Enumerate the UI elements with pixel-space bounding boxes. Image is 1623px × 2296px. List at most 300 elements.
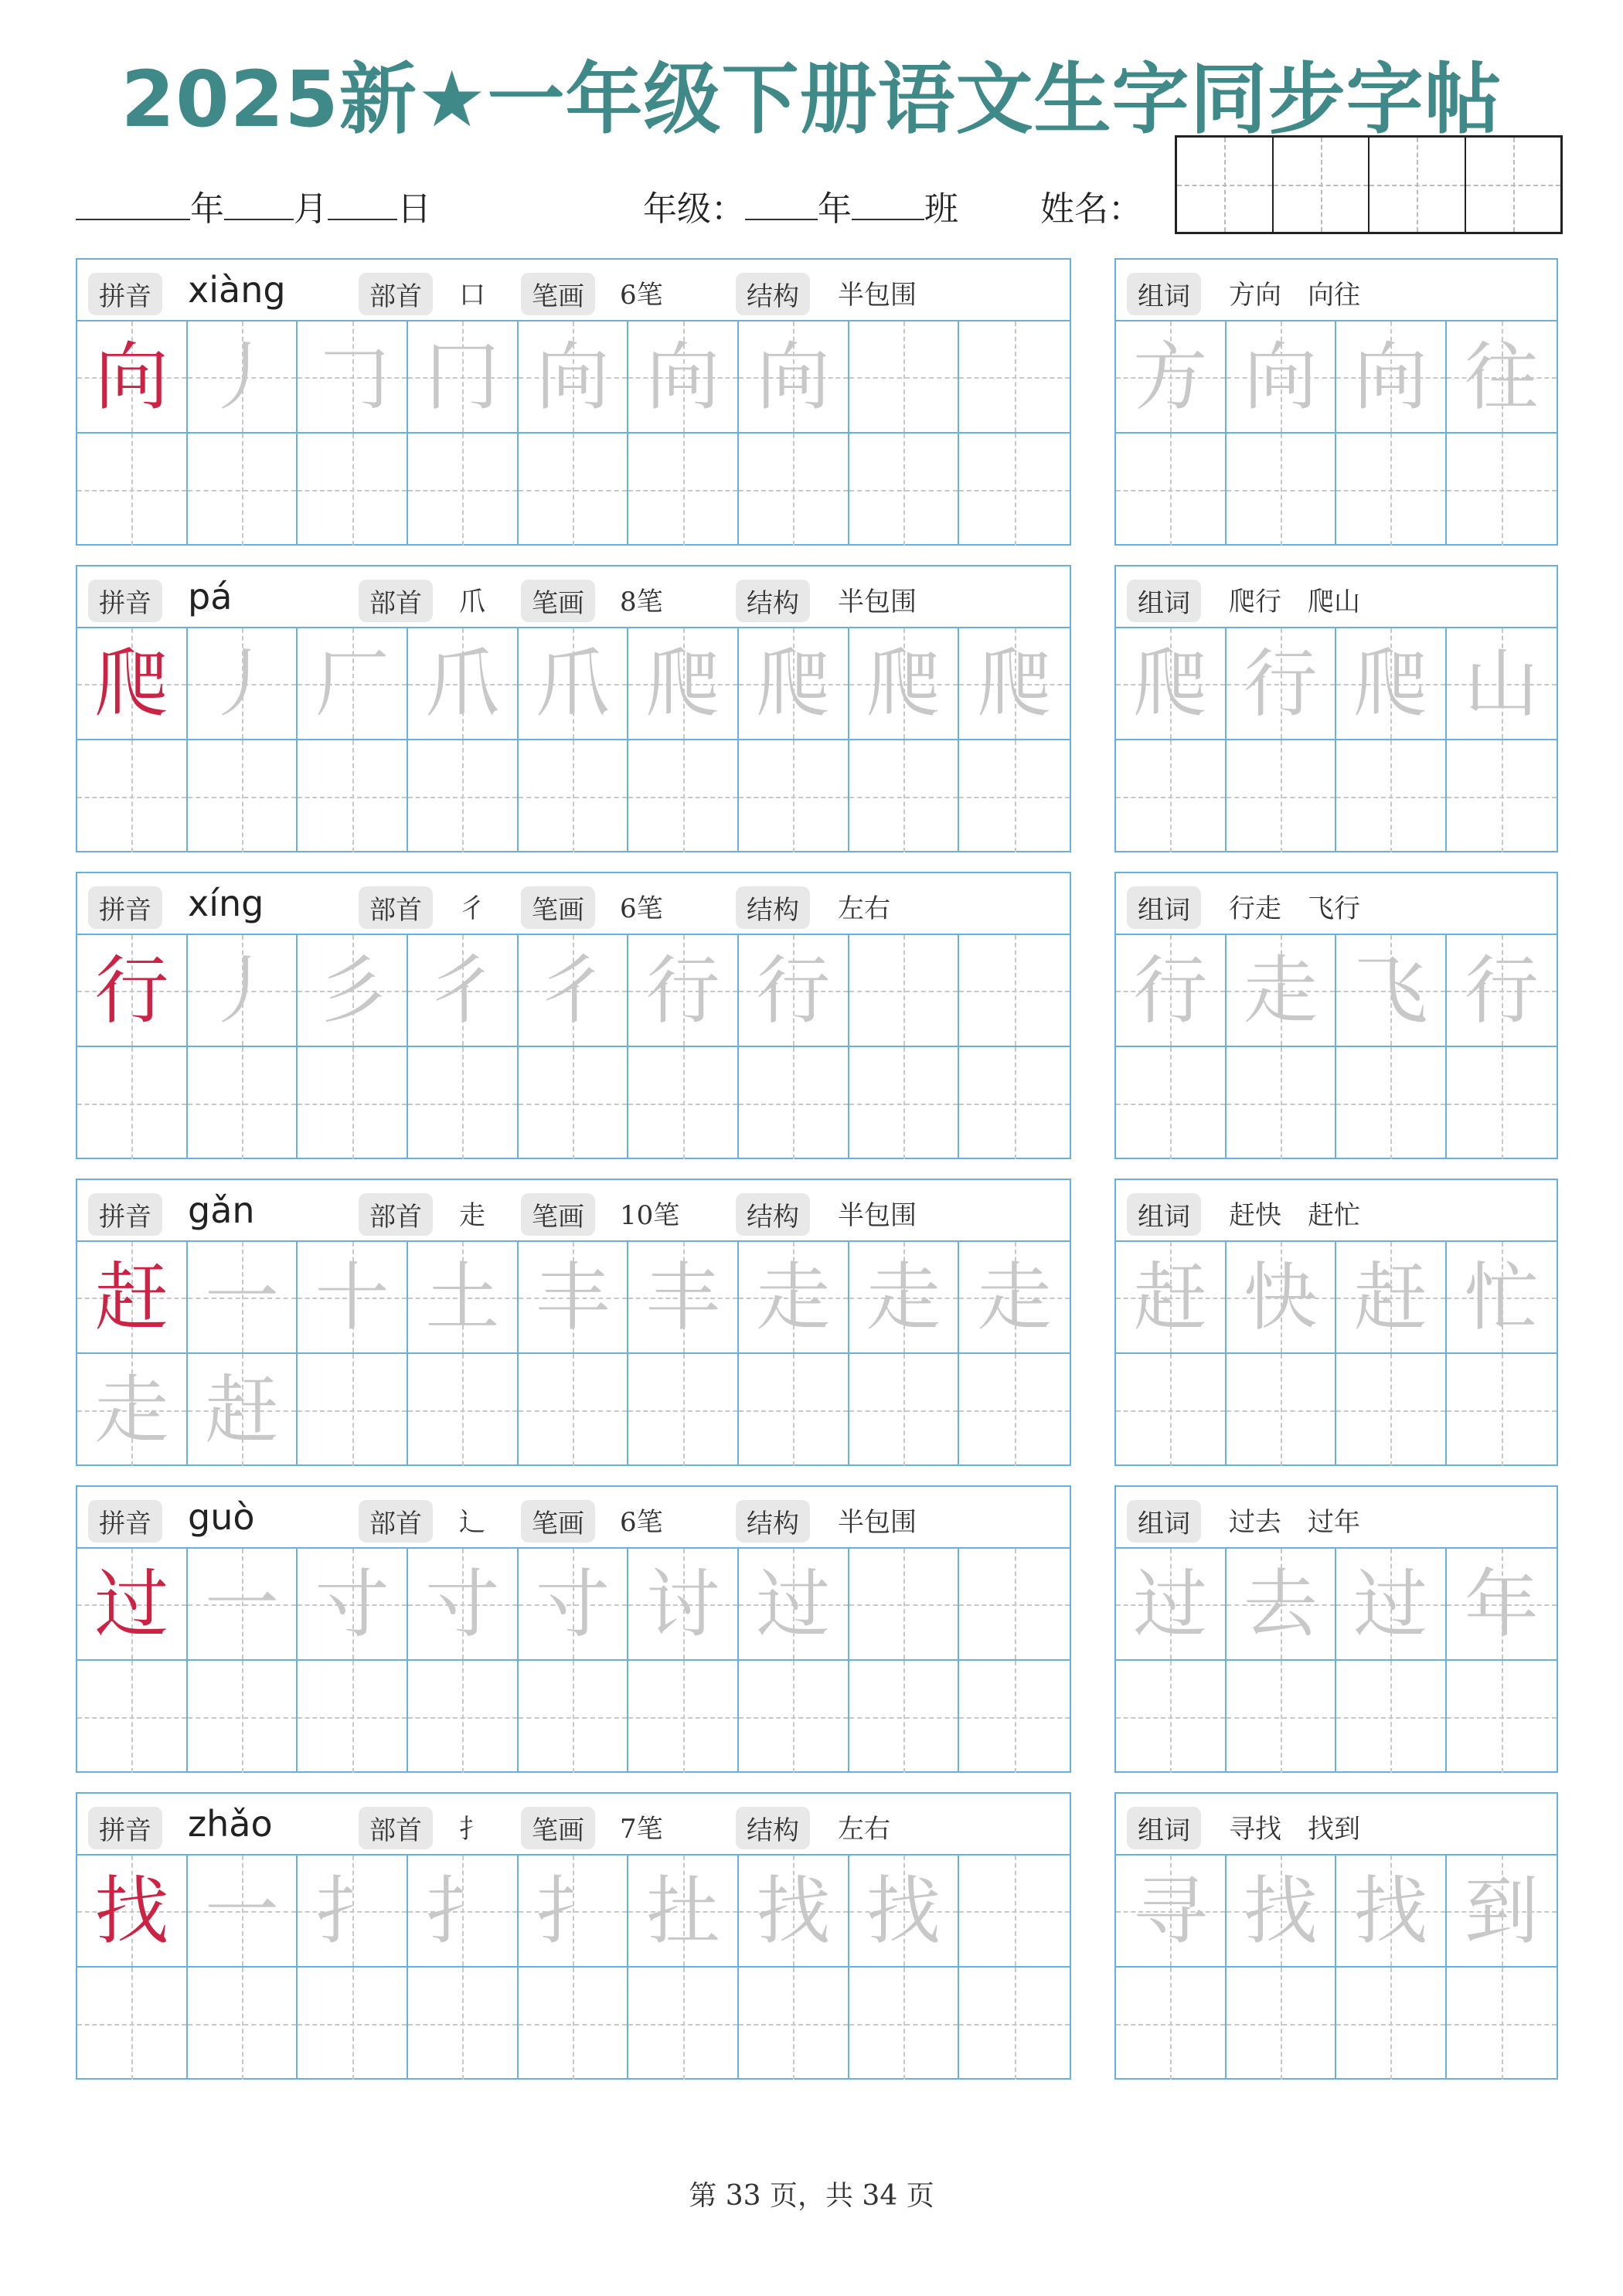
char-block: [0, 1792, 1623, 2080]
practice-cell[interactable]: [408, 321, 519, 434]
word-trace-char: 爬: [1353, 640, 1428, 727]
words-tag: 组词: [1127, 1500, 1201, 1543]
practice-cell[interactable]: [628, 628, 739, 740]
trace-stroke-char: 走: [94, 1366, 169, 1454]
structure-tag: 结构: [736, 1807, 810, 1849]
page-footer: 第 33 页，共 34 页: [689, 2180, 934, 2212]
word-trace-char: 忙: [1464, 1253, 1539, 1341]
structure-value: 左右: [838, 1814, 890, 1845]
practice-grid: [77, 1549, 1070, 1773]
practice-cell[interactable]: [628, 434, 739, 546]
practice-cell[interactable]: [739, 740, 849, 852]
structure-tag: 结构: [736, 273, 810, 315]
practice-cell[interactable]: [298, 1242, 408, 1354]
trace-stroke-char: 找: [866, 1867, 941, 1954]
word-trace-char: 去: [1243, 1560, 1318, 1648]
strokes-value: 6笔: [620, 1507, 663, 1538]
structure-tag: 结构: [736, 1500, 810, 1543]
trace-stroke-char: 赶: [204, 1366, 279, 1454]
practice-cell[interactable]: [739, 628, 849, 740]
char-info-bar: [77, 873, 1070, 935]
practice-cell[interactable]: [959, 628, 1070, 740]
word-cell[interactable]: [1116, 1047, 1227, 1159]
practice-cell[interactable]: [739, 1549, 849, 1661]
practice-cell[interactable]: [519, 740, 629, 852]
word-trace-char: 到: [1464, 1867, 1539, 1954]
word-cell[interactable]: [1227, 628, 1337, 740]
practice-cell[interactable]: [298, 1661, 408, 1773]
practice-cell[interactable]: [739, 434, 849, 546]
word-cell[interactable]: [1116, 1968, 1227, 2080]
model-char: 找: [94, 1867, 169, 1954]
practice-cell[interactable]: [298, 628, 408, 740]
trace-stroke-char: 爪: [535, 640, 610, 727]
word-cell[interactable]: [1336, 1968, 1447, 2080]
practice-cell[interactable]: [77, 1354, 188, 1466]
practice-cell[interactable]: [188, 1856, 298, 1968]
day-blank[interactable]: [328, 188, 397, 220]
trace-stroke-char: 走: [977, 1253, 1052, 1341]
word-cell[interactable]: [1116, 628, 1227, 740]
word-cell[interactable]: [1336, 434, 1447, 546]
practice-cell[interactable]: [739, 1047, 849, 1159]
word-cell[interactable]: [1227, 1968, 1337, 2080]
strokes-value: 8笔: [620, 587, 663, 617]
practice-cell[interactable]: [849, 1354, 960, 1466]
practice-cell[interactable]: [408, 1549, 519, 1661]
practice-cell[interactable]: [298, 935, 408, 1047]
word-cell[interactable]: [1336, 1047, 1447, 1159]
word-cell[interactable]: [1227, 1856, 1337, 1968]
pinyin-value: xíng: [188, 883, 264, 924]
word-grid: [1116, 1549, 1557, 1773]
radical-value: 扌: [459, 1814, 485, 1845]
trace-stroke-char: 𠃌: [315, 333, 390, 420]
practice-cell[interactable]: [959, 935, 1070, 1047]
practice-cell[interactable]: [959, 740, 1070, 852]
word-cell[interactable]: [1227, 434, 1337, 546]
class-blank[interactable]: [852, 188, 924, 220]
name-cell[interactable]: [1274, 138, 1370, 232]
practice-cell[interactable]: [77, 1968, 188, 2080]
word-cell[interactable]: [1447, 740, 1557, 852]
practice-cell[interactable]: [849, 434, 960, 546]
char-practice-panel: [76, 872, 1071, 1159]
grade-line: [643, 181, 958, 230]
word-cell[interactable]: [1336, 1549, 1447, 1661]
practice-cell[interactable]: [408, 1856, 519, 1968]
word-trace-char: 找: [1243, 1867, 1318, 1954]
practice-grid: [77, 1856, 1070, 2080]
practice-cell[interactable]: [959, 1354, 1070, 1466]
practice-cell[interactable]: [519, 628, 629, 740]
word-info-bar: [1116, 566, 1557, 628]
word-cell[interactable]: [1116, 1549, 1227, 1661]
practice-cell[interactable]: [188, 1047, 298, 1159]
practice-cell[interactable]: [959, 1242, 1070, 1354]
trace-stroke-char: 丰: [645, 1253, 720, 1341]
practice-cell[interactable]: [628, 1856, 739, 1968]
pinyin-tag: 拼音: [88, 1500, 162, 1543]
grade-label: 年级：: [643, 189, 745, 229]
pinyin-tag: 拼音: [88, 1193, 162, 1236]
practice-cell[interactable]: [408, 1047, 519, 1159]
trace-stroke-char: 行: [756, 947, 831, 1034]
word-info-bar: [1116, 873, 1557, 935]
practice-cell[interactable]: [519, 434, 629, 546]
word-cell[interactable]: [1447, 321, 1557, 434]
trace-stroke-char: 彡: [315, 947, 390, 1034]
practice-cell[interactable]: [408, 935, 519, 1047]
word-panel: [1114, 1485, 1558, 1773]
practice-cell[interactable]: [298, 1047, 408, 1159]
trace-stroke-char: 彳: [535, 947, 610, 1034]
practice-cell[interactable]: [77, 740, 188, 852]
word-trace-char: 行: [1464, 947, 1539, 1034]
practice-cell[interactable]: [519, 321, 629, 434]
practice-grid: [77, 935, 1070, 1159]
practice-cell[interactable]: [739, 1242, 849, 1354]
practice-cell[interactable]: [77, 321, 188, 434]
word-trace-char: 向: [1243, 333, 1318, 420]
words-tag: 组词: [1127, 273, 1201, 315]
practice-cell[interactable]: [849, 628, 960, 740]
word-cell[interactable]: [1116, 935, 1227, 1047]
practice-cell[interactable]: [408, 434, 519, 546]
word-trace-char: 过: [1133, 1560, 1208, 1648]
word-cell[interactable]: [1227, 1661, 1337, 1773]
radical-value: 彳: [459, 893, 485, 924]
trace-stroke-char: 找: [756, 1867, 831, 1954]
words-value: 赶快 赶忙: [1229, 1200, 1360, 1231]
trace-stroke-char: 冂: [425, 333, 500, 420]
word-cell[interactable]: [1336, 1242, 1447, 1354]
strokes-value: 7笔: [620, 1814, 663, 1845]
practice-cell[interactable]: [77, 1661, 188, 1773]
practice-cell[interactable]: [188, 321, 298, 434]
pinyin-value: pá: [188, 576, 233, 617]
word-cell[interactable]: [1447, 1856, 1557, 1968]
practice-cell[interactable]: [408, 628, 519, 740]
char-practice-panel: [76, 258, 1071, 546]
practice-cell[interactable]: [188, 1549, 298, 1661]
structure-tag: 结构: [736, 580, 810, 622]
practice-cell[interactable]: [959, 434, 1070, 546]
strokes-tag: 笔画: [521, 1193, 595, 1236]
char-practice-panel: [76, 1792, 1071, 2080]
practice-cell[interactable]: [298, 1968, 408, 2080]
pinyin-value: gǎn: [188, 1189, 255, 1231]
structure-tag: 结构: [736, 1193, 810, 1236]
word-panel: [1114, 1792, 1558, 2080]
practice-cell[interactable]: [408, 1661, 519, 1773]
trace-stroke-char: 十: [315, 1253, 390, 1341]
practice-cell[interactable]: [519, 1661, 629, 1773]
strokes-tag: 笔画: [521, 1500, 595, 1543]
strokes-tag: 笔画: [521, 1807, 595, 1849]
practice-cell[interactable]: [849, 1968, 960, 2080]
word-panel: [1114, 1179, 1558, 1466]
pinyin-tag: 拼音: [88, 886, 162, 929]
word-cell[interactable]: [1116, 321, 1227, 434]
word-cell[interactable]: [1447, 1968, 1557, 2080]
trace-stroke-char: 彳: [425, 947, 500, 1034]
name-grid[interactable]: [1175, 135, 1563, 234]
practice-cell[interactable]: [959, 321, 1070, 434]
word-cell[interactable]: [1336, 935, 1447, 1047]
practice-cell[interactable]: [298, 1549, 408, 1661]
word-cell[interactable]: [1227, 1354, 1337, 1466]
char-info-bar: [77, 260, 1070, 321]
practice-cell[interactable]: [628, 740, 739, 852]
word-cell[interactable]: [1336, 1856, 1447, 1968]
practice-cell[interactable]: [849, 935, 960, 1047]
practice-cell[interactable]: [519, 1242, 629, 1354]
word-cell[interactable]: [1447, 1549, 1557, 1661]
practice-cell[interactable]: [77, 628, 188, 740]
word-cell[interactable]: [1336, 628, 1447, 740]
word-cell[interactable]: [1447, 628, 1557, 740]
model-char: 行: [94, 947, 169, 1034]
practice-cell[interactable]: [849, 1047, 960, 1159]
char-block: [0, 1485, 1623, 1773]
practice-cell[interactable]: [188, 1661, 298, 1773]
word-trace-char: 寻: [1133, 1867, 1208, 1954]
practice-cell[interactable]: [628, 935, 739, 1047]
practice-cell[interactable]: [628, 1549, 739, 1661]
word-trace-char: 方: [1133, 333, 1208, 420]
practice-cell[interactable]: [519, 1549, 629, 1661]
trace-stroke-char: 爬: [756, 640, 831, 727]
practice-cell[interactable]: [408, 740, 519, 852]
practice-cell[interactable]: [77, 1047, 188, 1159]
practice-cell[interactable]: [188, 628, 298, 740]
char-practice-panel: [76, 1179, 1071, 1466]
practice-cell[interactable]: [739, 1968, 849, 2080]
structure-value: 半包围: [838, 1507, 917, 1538]
word-cell[interactable]: [1447, 1661, 1557, 1773]
practice-cell[interactable]: [959, 1661, 1070, 1773]
pinyin-tag: 拼音: [88, 273, 162, 315]
grade-year-label: 年: [818, 189, 852, 229]
practice-cell[interactable]: [628, 1968, 739, 2080]
page-title: 2025新★一年级下册语文生字同步字帖: [121, 54, 1502, 145]
practice-grid: [77, 1242, 1070, 1466]
practice-cell[interactable]: [739, 1856, 849, 1968]
word-cell[interactable]: [1227, 321, 1337, 434]
practice-cell[interactable]: [408, 1968, 519, 2080]
practice-cell[interactable]: [849, 740, 960, 852]
trace-stroke-char: 讨: [645, 1560, 720, 1648]
radical-value: 辶: [459, 1507, 485, 1538]
practice-cell[interactable]: [959, 1549, 1070, 1661]
word-cell[interactable]: [1447, 1047, 1557, 1159]
practice-cell[interactable]: [408, 1354, 519, 1466]
practice-cell[interactable]: [77, 935, 188, 1047]
practice-cell[interactable]: [188, 1242, 298, 1354]
trace-stroke-char: 爬: [866, 640, 941, 727]
word-panel: [1114, 565, 1558, 852]
word-trace-char: 赶: [1133, 1253, 1208, 1341]
class-label: 班: [924, 189, 958, 229]
trace-stroke-char: 扌: [535, 1867, 610, 1954]
name-label: 姓名：: [1040, 189, 1142, 229]
word-cell[interactable]: [1116, 740, 1227, 852]
year-label: 年: [190, 189, 224, 229]
strokes-tag: 笔画: [521, 886, 595, 929]
word-trace-char: 过: [1353, 1560, 1428, 1648]
practice-cell[interactable]: [959, 1856, 1070, 1968]
radical-value: 走: [459, 1200, 485, 1231]
word-trace-char: 向: [1353, 333, 1428, 420]
name-cell[interactable]: [1466, 138, 1561, 232]
word-trace-char: 行: [1243, 640, 1318, 727]
practice-cell[interactable]: [628, 1661, 739, 1773]
practice-cell[interactable]: [628, 1242, 739, 1354]
structure-value: 半包围: [838, 280, 917, 311]
model-char: 爬: [94, 640, 169, 727]
practice-cell[interactable]: [77, 434, 188, 546]
trace-stroke-char: 爪: [425, 640, 500, 727]
trace-stroke-char: 扌: [425, 1867, 500, 1954]
month-blank[interactable]: [224, 188, 294, 220]
trace-stroke-char: 一: [204, 1560, 279, 1648]
practice-cell[interactable]: [188, 434, 298, 546]
word-cell[interactable]: [1227, 1242, 1337, 1354]
day-label: 日: [397, 189, 431, 229]
practice-cell[interactable]: [298, 1856, 408, 1968]
practice-cell[interactable]: [628, 1354, 739, 1466]
trace-stroke-char: 一: [204, 1867, 279, 1954]
practice-cell[interactable]: [849, 1242, 960, 1354]
trace-stroke-char: 厂: [315, 640, 390, 727]
practice-cell[interactable]: [959, 1047, 1070, 1159]
word-info-bar: [1116, 260, 1557, 321]
words-value: 爬行 爬山: [1229, 587, 1360, 617]
trace-stroke-char: 行: [645, 947, 720, 1034]
practice-cell[interactable]: [188, 1968, 298, 2080]
char-block: [0, 1179, 1623, 1466]
radical-tag: 部首: [359, 580, 433, 622]
practice-cell[interactable]: [188, 935, 298, 1047]
practice-cell[interactable]: [298, 321, 408, 434]
practice-cell[interactable]: [298, 434, 408, 546]
practice-cell[interactable]: [739, 1661, 849, 1773]
word-grid: [1116, 935, 1557, 1159]
practice-cell[interactable]: [77, 1549, 188, 1661]
practice-cell[interactable]: [739, 935, 849, 1047]
name-cell[interactable]: [1177, 138, 1274, 232]
trace-stroke-char: 爬: [645, 640, 720, 727]
practice-cell[interactable]: [519, 1047, 629, 1159]
pinyin-value: zhǎo: [188, 1803, 273, 1845]
char-info-bar: [77, 566, 1070, 628]
word-trace-char: 快: [1243, 1253, 1318, 1341]
practice-cell[interactable]: [519, 935, 629, 1047]
practice-cell[interactable]: [519, 1856, 629, 1968]
trace-stroke-char: 走: [866, 1253, 941, 1341]
trace-stroke-char: 向: [535, 333, 610, 420]
char-block: [0, 872, 1623, 1159]
word-cell[interactable]: [1116, 434, 1227, 546]
words-tag: 组词: [1127, 1193, 1201, 1236]
practice-cell[interactable]: [519, 1354, 629, 1466]
word-cell[interactable]: [1336, 321, 1447, 434]
word-trace-char: 走: [1243, 947, 1318, 1034]
practice-cell[interactable]: [77, 1856, 188, 1968]
practice-cell[interactable]: [849, 1549, 960, 1661]
practice-cell[interactable]: [408, 1242, 519, 1354]
structure-value: 半包围: [838, 587, 917, 617]
word-cell[interactable]: [1336, 1354, 1447, 1466]
word-cell[interactable]: [1116, 1661, 1227, 1773]
practice-grid: [77, 321, 1070, 546]
practice-cell[interactable]: [739, 321, 849, 434]
word-cell[interactable]: [1447, 935, 1557, 1047]
radical-tag: 部首: [359, 273, 433, 315]
word-grid: [1116, 1242, 1557, 1466]
word-cell[interactable]: [1447, 434, 1557, 546]
grade-year-blank[interactable]: [745, 188, 818, 220]
words-value: 方向 向往: [1229, 280, 1360, 311]
radical-value: 口: [459, 280, 485, 311]
pinyin-tag: 拼音: [88, 1807, 162, 1849]
practice-cell[interactable]: [298, 740, 408, 852]
trace-stroke-char: 向: [645, 333, 720, 420]
practice-cell[interactable]: [849, 1661, 960, 1773]
word-cell[interactable]: [1227, 1549, 1337, 1661]
char-info-bar: [77, 1180, 1070, 1242]
word-cell[interactable]: [1227, 935, 1337, 1047]
word-cell[interactable]: [1116, 1354, 1227, 1466]
practice-cell[interactable]: [739, 1354, 849, 1466]
word-cell[interactable]: [1447, 1354, 1557, 1466]
word-grid: [1116, 628, 1557, 852]
pinyin-value: guò: [188, 1496, 255, 1538]
practice-cell[interactable]: [849, 1856, 960, 1968]
word-cell[interactable]: [1227, 1047, 1337, 1159]
word-trace-char: 行: [1133, 947, 1208, 1034]
practice-cell[interactable]: [628, 321, 739, 434]
practice-cell[interactable]: [188, 1354, 298, 1466]
model-char: 过: [94, 1560, 169, 1648]
words-value: 行走 飞行: [1229, 893, 1360, 924]
practice-cell[interactable]: [298, 1354, 408, 1466]
practice-cell[interactable]: [519, 1968, 629, 2080]
practice-cell[interactable]: [77, 1242, 188, 1354]
practice-cell[interactable]: [959, 1968, 1070, 2080]
word-cell[interactable]: [1336, 740, 1447, 852]
word-cell[interactable]: [1227, 740, 1337, 852]
month-label: 月: [294, 189, 328, 229]
trace-stroke-char: 丰: [535, 1253, 610, 1341]
structure-value: 半包围: [838, 1200, 917, 1231]
word-trace-char: 往: [1464, 333, 1539, 420]
name-cell[interactable]: [1370, 138, 1466, 232]
word-grid: [1116, 321, 1557, 546]
word-cell[interactable]: [1336, 1661, 1447, 1773]
pinyin-tag: 拼音: [88, 580, 162, 622]
practice-cell[interactable]: [849, 321, 960, 434]
word-cell[interactable]: [1116, 1242, 1227, 1354]
practice-cell[interactable]: [628, 1047, 739, 1159]
word-grid: [1116, 1856, 1557, 2080]
practice-cell[interactable]: [188, 740, 298, 852]
year-blank[interactable]: [76, 188, 190, 220]
word-cell[interactable]: [1447, 1242, 1557, 1354]
word-cell[interactable]: [1116, 1856, 1227, 1968]
words-value: 过去 过年: [1229, 1507, 1360, 1538]
